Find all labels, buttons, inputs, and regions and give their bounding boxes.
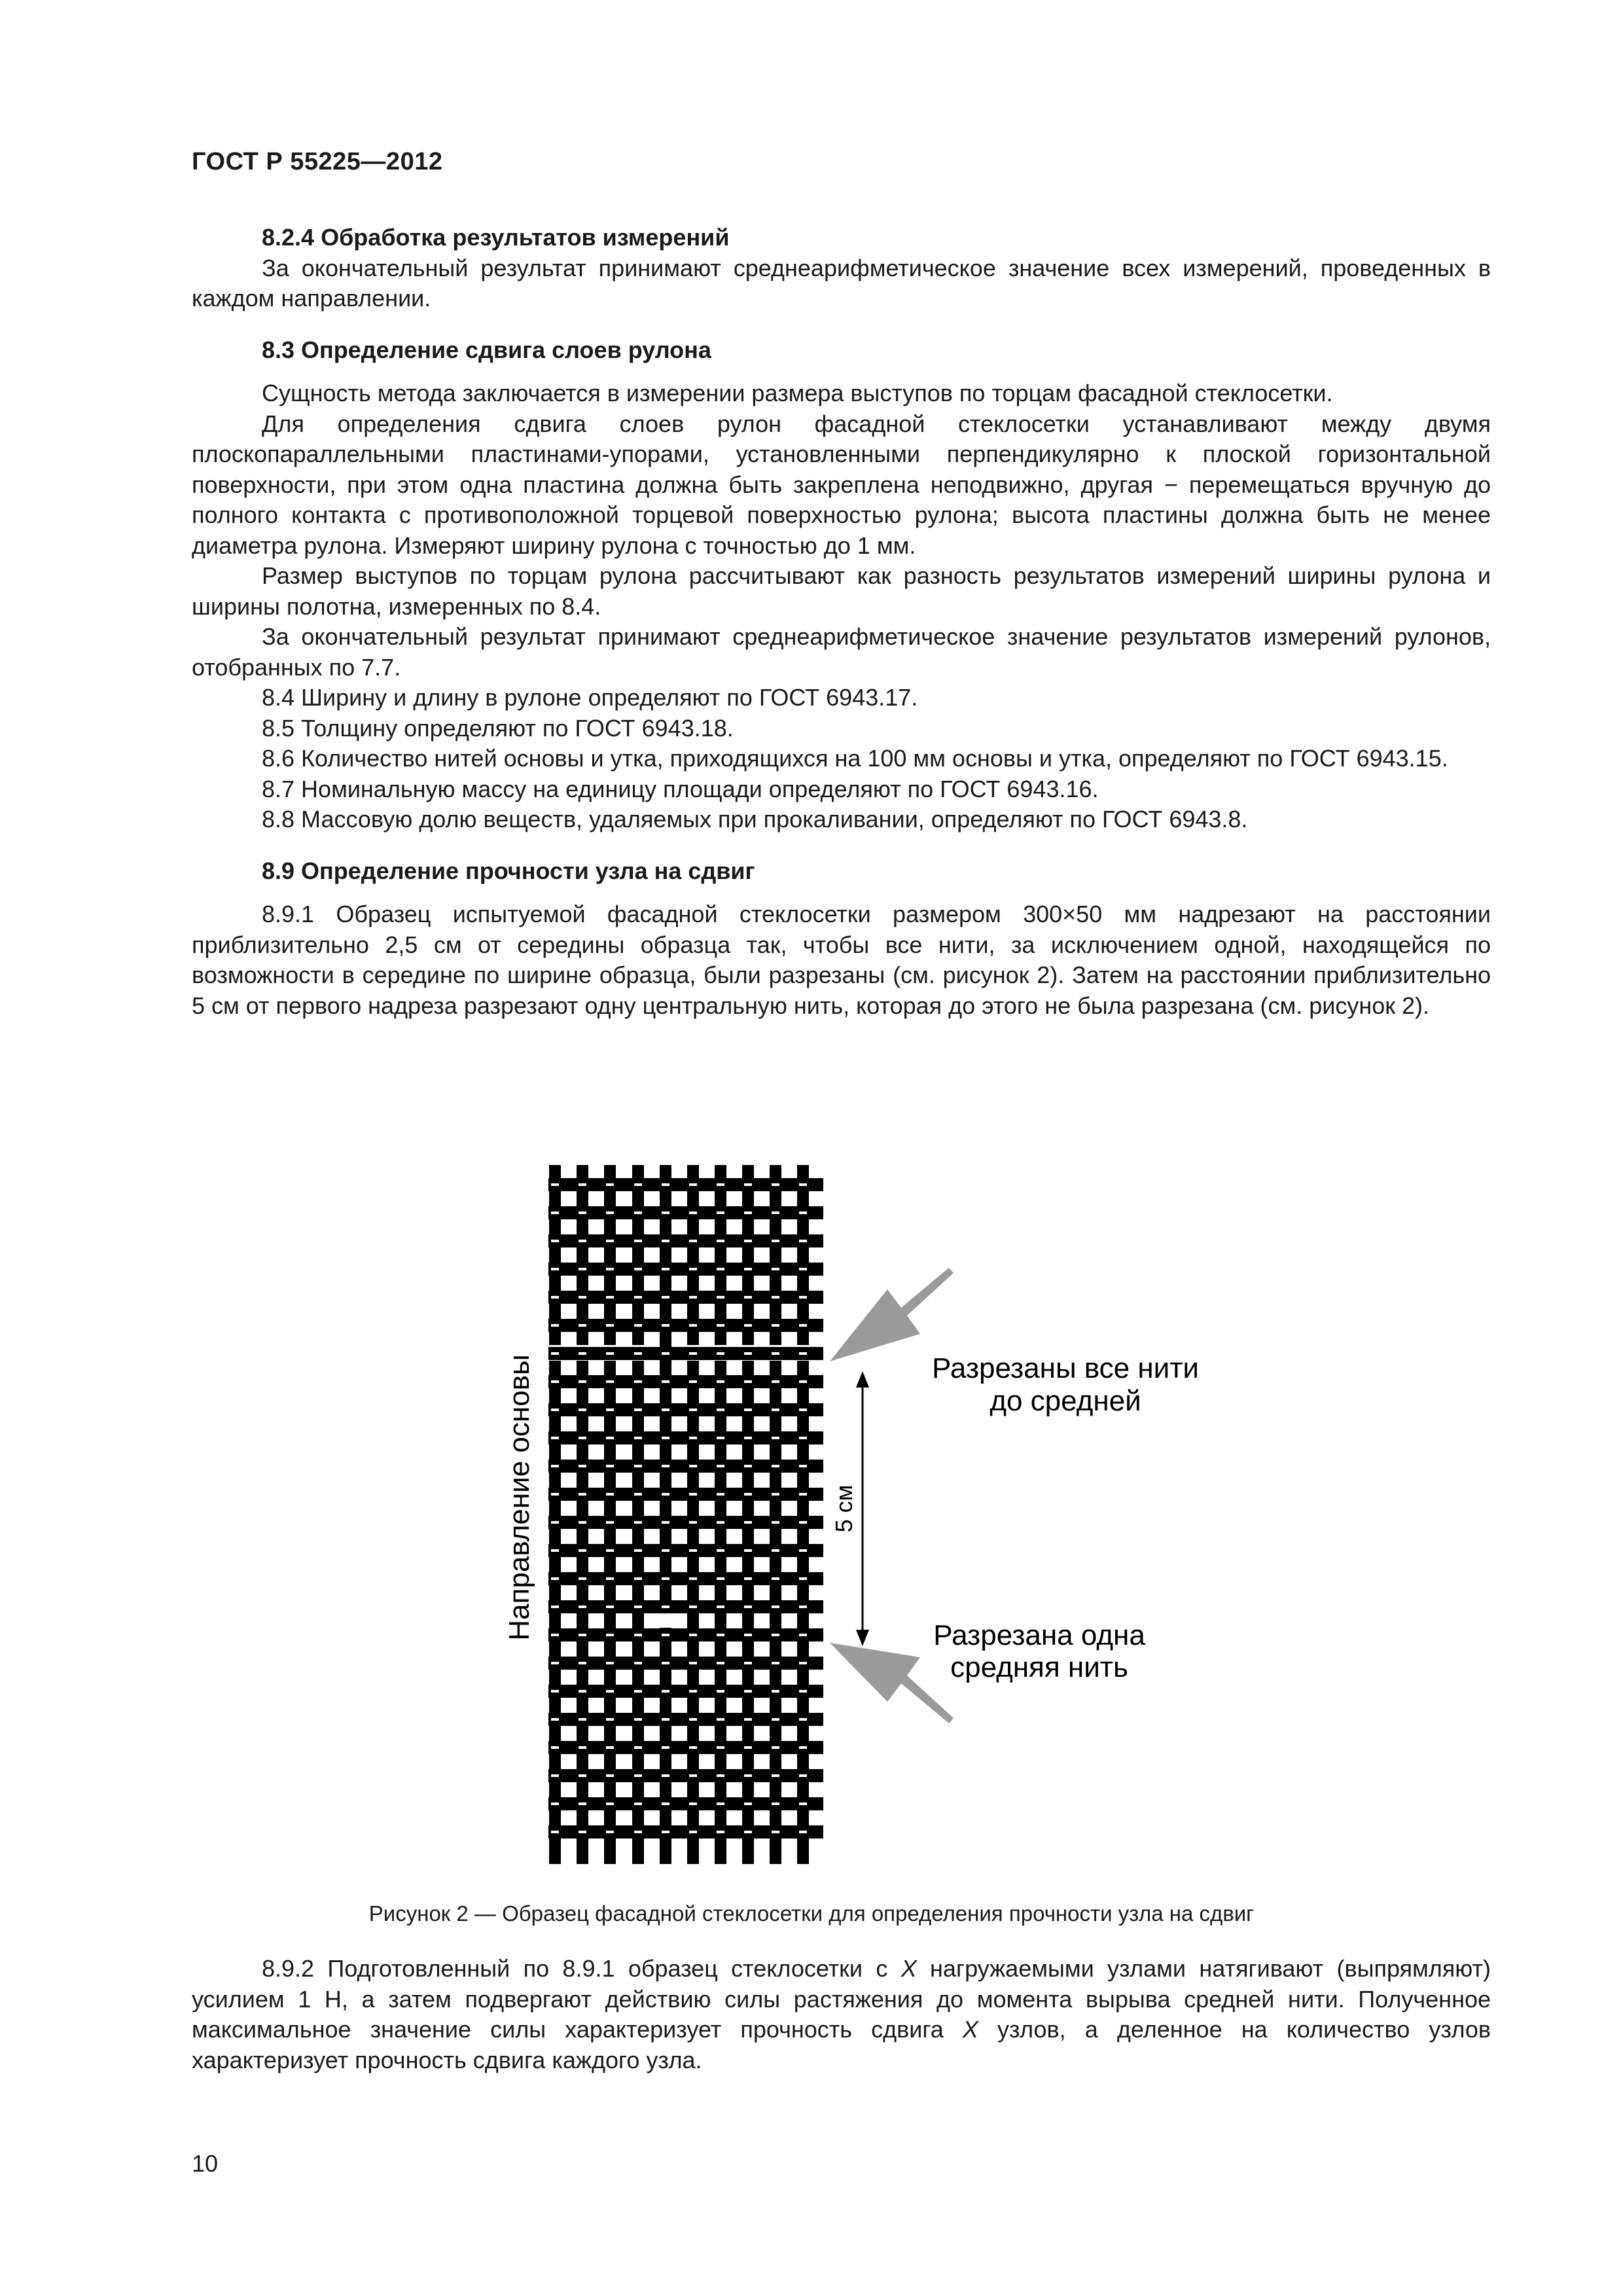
paragraph-8-2-4: За окончательный результат принимают среднеарифметическое значение всех измерений, проведенных в каждом направлении. xyxy=(192,254,1491,312)
figure-2 xyxy=(0,1139,1623,1892)
paragraph-8-3-calc: Размер выступов по торцам рулона рассчитывают как разность результатов измерений ширины рулона и ширины полотна, измеренных по 8.4. xyxy=(192,562,1491,620)
callout-top-line1: Разрезаны все нити xyxy=(932,1352,1199,1384)
axis-label-warp-direction: Направление основы xyxy=(503,1354,535,1641)
paragraph-8-4: 8.4 Ширину и длину в рулоне определяют по ГОСТ 6943.17. xyxy=(262,684,918,711)
page-number: 10 xyxy=(192,2150,219,2177)
callout-top-line2: до средней xyxy=(990,1385,1141,1417)
paragraph-8-9-2: 8.9.2 Подготовленный по 8.9.1 образец стеклосетки с X нагружаемыми узлами натягивают (выпрямляют) усилием 1 Н, а затем подвергают действию силы растяжения до момента вырыва средней нити. Полученное максимальное значение силы характеризует прочность сдвига X узлов, а деленное на количество узлов характеризует прочность сдвига каждого узла. xyxy=(192,1955,1491,2073)
arrow-icon xyxy=(830,1268,954,1361)
callout-bottom-line2: средняя нить xyxy=(950,1651,1128,1683)
paragraph-8-7: 8.7 Номинальную массу на единицу площади определяют по ГОСТ 6943.16. xyxy=(262,775,1099,802)
document-code: ГОСТ Р 55225—2012 xyxy=(192,148,443,175)
dimension-line xyxy=(856,1371,869,1646)
paragraph-8-3-result: За окончательный результат принимают среднеарифметическое значение результатов измерений рулонов, отобранных по 7.7. xyxy=(192,623,1491,681)
callout-bottom-line1: Разрезана одна xyxy=(933,1619,1145,1651)
paragraph-8-5: 8.5 Толщину определяют по ГОСТ 6943.18. xyxy=(262,714,734,742)
paragraph-8-8: 8.8 Массовую долю веществ, удаляемых при прокаливании, определяют по ГОСТ 6943.8. xyxy=(262,806,1248,833)
arrow-icon xyxy=(830,1643,954,1723)
heading-8-9: 8.9 Определение прочности узла на сдвиг xyxy=(262,857,755,884)
paragraph-8-3-procedure: Для определения сдвига слоев рулон фасадной стеклосетки устанавливают между двумя плоскопараллельными пластинами-упорами, установленными перпендикулярно к плоской горизонтальной поверхности, при этом одна пластина должна быть закреплена неподвижно, другая − перемещаться вручную до полного контакта с противоположной торцевой поверхностью рулона; высота пластины должна быть не менее диаметра рулона. Измеряют ширину рулона с точностью до 1 мм. xyxy=(192,410,1491,559)
dimension-label: 5 см xyxy=(830,1484,857,1533)
paragraph-8-9-1: 8.9.1 Образец испытуемой фасадной стеклосетки размером 300×50 мм надрезают на расстоянии приблизительно 2,5 см от середины образца так, чтобы все нити, за исключением одной, находящейся по возможности в середине по ширине образца, были разрезаны (см. рисунок 2). Затем на расстоянии приблизительно 5 см от первого надреза разрезают одну центральную нить, которая до этого не была разрезана (см. рисунок 2). xyxy=(192,901,1491,1019)
paragraph-8-6: 8.6 Количество нитей основы и утка, приходящихся на 100 мм основы и утка, определяют по ГОСТ 6943.15. xyxy=(262,745,1448,772)
figure-caption: Рисунок 2 — Образец фасадной стеклосетки для определения прочности узла на сдвиг xyxy=(368,1901,1255,1926)
heading-8-3: 8.3 Определение сдвига слоев рулона xyxy=(262,336,711,363)
text-lower xyxy=(192,1954,1491,2075)
text-upper xyxy=(192,223,1491,1021)
glass-mesh-sample xyxy=(548,1165,823,1864)
paragraph-8-3-essence: Сущность метода заключается в измерении размера выступов по торцам фасадной стеклосетки. xyxy=(262,380,1333,406)
heading-8-2-4: 8.2.4 Обработка результатов измерений xyxy=(262,224,730,251)
